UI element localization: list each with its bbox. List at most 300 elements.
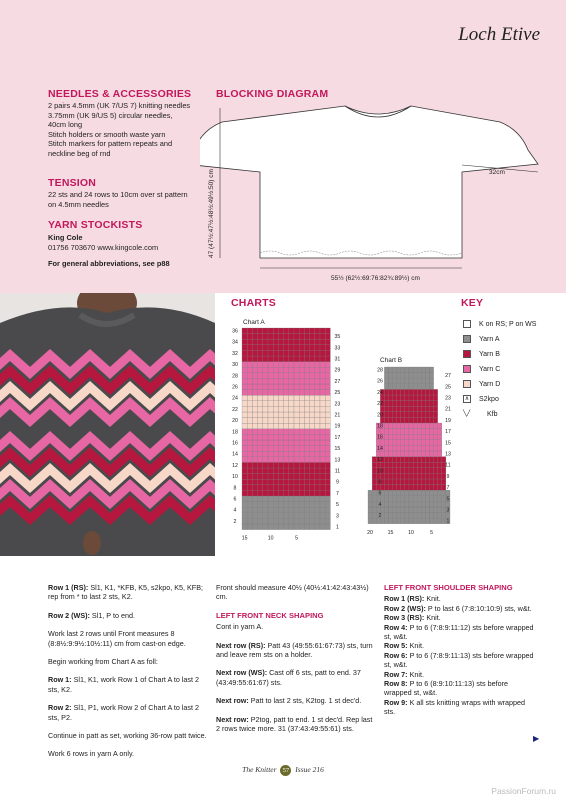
chart-b-cell <box>413 501 417 507</box>
chart-a-cell <box>289 395 294 401</box>
chart-a-cell <box>284 334 289 340</box>
chart-a-cell <box>294 378 299 384</box>
chart-a-cell <box>299 406 304 412</box>
chart-a-cell <box>299 457 304 463</box>
chart-a-cell <box>294 334 299 340</box>
chart-a-cell <box>258 334 263 340</box>
chart-a-cell <box>315 401 320 407</box>
chart-b-cell <box>417 417 421 423</box>
chart-b-cell <box>413 457 417 463</box>
chart-a-cell <box>320 378 325 384</box>
chart-a-cell <box>284 345 289 351</box>
chart-a-cell <box>278 367 283 373</box>
chart-a-cell <box>325 328 330 334</box>
chart-b-cell <box>434 496 438 502</box>
chart-b-cell <box>409 373 413 379</box>
chart-b-cell <box>372 501 376 507</box>
chart-a-cell <box>268 418 273 424</box>
chart-a-cell <box>258 485 263 491</box>
chart-b-cell <box>409 468 413 474</box>
chart-a-cell <box>252 362 257 368</box>
chart-a-cell <box>242 507 247 513</box>
chart-a-cell <box>247 418 252 424</box>
chart-a-cell <box>304 412 309 418</box>
chart-a-cell <box>247 345 252 351</box>
chart-b-cell <box>372 473 376 479</box>
chart-a-cell <box>325 429 330 435</box>
chart-a-cell <box>294 479 299 485</box>
chart-a-cell <box>242 328 247 334</box>
chart-a-cell <box>263 418 268 424</box>
chart-b-cell <box>384 496 388 502</box>
chart-a-cell <box>242 468 247 474</box>
chart-a-cell <box>289 390 294 396</box>
key-item <box>463 380 500 390</box>
chart-a-cell <box>320 434 325 440</box>
chart-a-cell <box>315 378 320 384</box>
chart-a-cell <box>247 367 252 373</box>
chart-a-cell <box>320 457 325 463</box>
chart-b-cell <box>405 451 409 457</box>
chart-a-cell <box>263 462 268 468</box>
chart-b-cell <box>372 507 376 513</box>
chart-a-cell <box>247 395 252 401</box>
chart-a-cell <box>299 440 304 446</box>
chart-b-cell <box>401 479 405 485</box>
chart-a-cell <box>304 474 309 480</box>
chart-a-cell <box>247 356 252 362</box>
chart-a-cell <box>258 502 263 508</box>
chart-b-cell <box>421 434 425 440</box>
key-item <box>463 365 500 375</box>
chart-a-cell <box>268 446 273 452</box>
chart-a-cell <box>325 518 330 524</box>
chart-a-cell <box>268 362 273 368</box>
chart-b-cell <box>409 501 413 507</box>
chart-a-cell <box>310 468 315 474</box>
chart-b-cell <box>405 490 409 496</box>
chart-a-cell <box>268 339 273 345</box>
chart-b-row-label: 27 <box>445 373 451 380</box>
chart-b-cell <box>417 462 421 468</box>
chart-a-cell <box>247 401 252 407</box>
chart-a-cell <box>289 440 294 446</box>
chart-a-cell <box>268 373 273 379</box>
chart-a-cell <box>284 507 289 513</box>
chart-a-cell <box>252 384 257 390</box>
chart-b-cell <box>401 417 405 423</box>
chart-a-cell <box>294 384 299 390</box>
chart-a-cell <box>252 395 257 401</box>
chart-b-cell <box>438 445 442 451</box>
instruction-para: Next row: P2tog, patt to end. 1 st dec'd. Rep last 2 rows twice more. 31 (37:43:49:55:61) sts. <box>216 714 373 734</box>
chart-a-cell <box>242 345 247 351</box>
instruction-para: Row 1: Sl1, K1, work Row 1 of Chart A to last 2 sts, K2. <box>48 675 200 694</box>
chart-a-cell <box>273 518 278 524</box>
key-item <box>463 320 536 330</box>
chart-a-cell <box>273 434 278 440</box>
chart-b-cell <box>384 457 388 463</box>
chart-a-col-label: 5 <box>295 535 299 542</box>
chart-a-cell <box>304 440 309 446</box>
chart-a-cell <box>258 356 263 362</box>
chart-a-cell <box>268 367 273 373</box>
chart-b-cell <box>409 367 413 373</box>
chart-b-cell <box>425 373 429 379</box>
chart-b-cell <box>393 423 397 429</box>
chart-a-cell <box>268 457 273 463</box>
chart-a-cell <box>289 446 294 452</box>
chart-a-cell <box>315 485 320 491</box>
key-item <box>463 335 500 345</box>
chart-a-cell <box>263 390 268 396</box>
chart-a-cell <box>284 479 289 485</box>
chart-a-cell <box>304 496 309 502</box>
key-swatch: ╲╱ <box>463 410 479 418</box>
chart-a-cell <box>325 406 330 412</box>
chart-a-cell <box>268 412 273 418</box>
chart-b-cell <box>434 513 438 519</box>
chart-b-cell <box>421 457 425 463</box>
chart-a-cell <box>320 513 325 519</box>
chart-a-cell <box>284 513 289 519</box>
chart-a-cell <box>315 345 320 351</box>
chart-b-cell <box>425 412 429 418</box>
chart-a-cell <box>294 496 299 502</box>
chart-b-cell <box>409 457 413 463</box>
chart-b-row-label: 3 <box>446 507 450 514</box>
instruction-row-label: Row 5: <box>384 641 410 651</box>
chart-a-cell <box>242 524 247 530</box>
chart-b-cell <box>384 378 388 384</box>
chart-b-cell <box>397 479 401 485</box>
chart-b-cell <box>405 473 409 479</box>
chart-b-cell <box>405 518 409 524</box>
chart-a-cell <box>304 457 309 463</box>
chart-a-cell <box>273 502 278 508</box>
chart-a-cell <box>252 462 257 468</box>
chart-b-cell <box>397 429 401 435</box>
chart-b-cell <box>401 518 405 524</box>
chart-a-row-label: 24 <box>232 395 238 402</box>
chart-b-cell <box>430 434 434 440</box>
chart-b-cell <box>434 429 438 435</box>
instruction-para: Row 1 (RS): Sl1, K1, *KFB, K5, s2kpo, K5, KFB; rep from * to last 2 sts, K2. <box>48 583 203 602</box>
chart-a-cell <box>268 384 273 390</box>
chart-a-cell <box>310 474 315 480</box>
chart-a-cell <box>268 345 273 351</box>
chart-b-cell <box>434 401 438 407</box>
chart-a-cell <box>273 468 278 474</box>
chart-b-cell <box>434 518 438 524</box>
chart-a-cell <box>258 474 263 480</box>
chart-a-cell <box>294 362 299 368</box>
chart-a-cell <box>284 518 289 524</box>
chart-a-cell <box>289 502 294 508</box>
chart-b-cell <box>384 384 388 390</box>
chart-b-cell <box>384 468 388 474</box>
chart-a-cell <box>258 378 263 384</box>
chart-a-cell <box>268 479 273 485</box>
chart-a-cell <box>284 451 289 457</box>
instruction-para: Next row (RS): Patt 43 (49:55:61:67:73) sts, turn and leave rem sts on a holder. <box>216 640 373 660</box>
width-measurement: 55½ (62½:69:76:82¾:89½) cm <box>331 275 420 282</box>
chart-b-cell <box>384 429 388 435</box>
chart-a-cell <box>284 412 289 418</box>
chart-a-cell <box>263 440 268 446</box>
sweater-illustration <box>0 293 215 556</box>
chart-b-cell <box>413 412 417 418</box>
chart-a-cell <box>289 485 294 491</box>
chart-a-cell <box>299 490 304 496</box>
chart-a-cell <box>325 367 330 373</box>
chart-a-cell <box>304 356 309 362</box>
chart-b-cell <box>372 496 376 502</box>
chart-b-cell <box>397 378 401 384</box>
chart-a-cell <box>294 350 299 356</box>
chart-b-cell <box>413 468 417 474</box>
chart-a-cell <box>258 373 263 379</box>
chart-a-cell <box>258 412 263 418</box>
chart-a-cell <box>252 339 257 345</box>
chart-b-cell <box>397 457 401 463</box>
instruction-row: Row 1 (RS): Knit. <box>384 594 441 604</box>
chart-b-cell <box>389 401 393 407</box>
chart-a-cell <box>278 345 283 351</box>
chart-a-cell <box>268 395 273 401</box>
chart-b-cell <box>409 395 413 401</box>
chart-a-cell <box>320 451 325 457</box>
chart-a-cell <box>310 423 315 429</box>
chart-b-cell <box>438 451 442 457</box>
chart-b-cell <box>409 507 413 513</box>
chart-b-cell <box>430 518 434 524</box>
instruction-row: Row 5: Knit. <box>384 641 424 651</box>
chart-b-row-label: 5 <box>446 496 450 503</box>
chart-a-cell <box>310 395 315 401</box>
chart-a-cell <box>304 345 309 351</box>
chart-a-cell <box>304 479 309 485</box>
chart-a-row-label: 34 <box>232 339 238 346</box>
chart-a-cell <box>252 423 257 429</box>
chart-a-cell <box>258 434 263 440</box>
chart-a-cell <box>263 406 268 412</box>
chart-a-row-label: 25 <box>334 390 341 397</box>
chart-a-cell <box>263 451 268 457</box>
chart-b-cell <box>389 496 393 502</box>
chart-a-cell <box>325 468 330 474</box>
chart-b-cell <box>413 473 417 479</box>
tension-heading: TENSION <box>48 177 97 189</box>
chart-a-cell <box>242 451 247 457</box>
chart-b-cell <box>417 389 421 395</box>
chart-a-cell <box>325 339 330 345</box>
chart-a-cell <box>268 513 273 519</box>
chart-a-cell <box>278 334 283 340</box>
chart-a-cell <box>304 339 309 345</box>
continue-arrow-icon: ▶ <box>533 734 540 743</box>
chart-b-row-label: 7 <box>446 485 450 492</box>
chart-a-row-label: 3 <box>335 513 339 520</box>
chart-b-cell <box>409 389 413 395</box>
chart-a-cell <box>304 423 309 429</box>
chart-a-cell <box>294 474 299 480</box>
chart-a-cell <box>278 485 283 491</box>
chart-a-row-label: 22 <box>232 406 238 413</box>
chart-a-cell <box>304 507 309 513</box>
chart-a-cell <box>299 429 304 435</box>
chart-a-cell <box>242 418 247 424</box>
chart-b-cell <box>421 429 425 435</box>
chart-b-row-label: 2 <box>378 513 382 520</box>
chart-a-cell <box>325 479 330 485</box>
chart-b-cell <box>417 496 421 502</box>
chart-a-cell <box>247 518 252 524</box>
chart-b-cell <box>397 384 401 390</box>
chart-b-cell <box>405 401 409 407</box>
chart-a-cell <box>258 507 263 513</box>
chart-a-cell <box>310 462 315 468</box>
chart-b-cell <box>401 507 405 513</box>
chart-b-cell <box>434 389 438 395</box>
chart-a-cell <box>268 350 273 356</box>
chart-a-cell <box>258 423 263 429</box>
chart-b-cell <box>393 451 397 457</box>
chart-a-cell <box>273 485 278 491</box>
chart-a-cell <box>278 378 283 384</box>
chart-b-cell <box>409 412 413 418</box>
chart-b-cell <box>421 401 425 407</box>
chart-a-cell <box>278 474 283 480</box>
chart-b-cell <box>368 496 372 502</box>
chart-b-cell <box>397 440 401 446</box>
chart-b-cell <box>372 518 376 524</box>
chart-a-cell <box>325 462 330 468</box>
chart-a-cell <box>315 390 320 396</box>
key-item <box>463 410 498 420</box>
chart-a-row-label: 33 <box>334 345 341 352</box>
chart-b-cell <box>409 518 413 524</box>
chart-b-cell <box>397 468 401 474</box>
chart-a-cell <box>263 334 268 340</box>
chart-a-cell <box>242 339 247 345</box>
chart-a-cell <box>299 468 304 474</box>
chart-a-cell <box>278 429 283 435</box>
chart-a-cell <box>273 496 278 502</box>
chart-a-cell <box>304 395 309 401</box>
chart-a-cell <box>273 345 278 351</box>
chart-b-cell <box>393 457 397 463</box>
chart-a-cell <box>252 373 257 379</box>
chart-a-cell <box>299 496 304 502</box>
chart-a-cell <box>242 395 247 401</box>
chart-a-cell <box>278 462 283 468</box>
chart-a-cell <box>242 350 247 356</box>
chart-b-cell <box>413 417 417 423</box>
chart-b-cell <box>401 473 405 479</box>
chart-b-cell <box>417 518 421 524</box>
chart-a-cell <box>294 395 299 401</box>
chart-b-cell <box>389 518 393 524</box>
sleeve-measurement: 32cm <box>489 169 505 176</box>
chart-a-cell <box>273 395 278 401</box>
needles-line: 2 pairs 4.5mm (UK 7/US 7) knitting needles <box>48 101 191 110</box>
chart-b-cell <box>401 440 405 446</box>
chart-b-cell <box>425 429 429 435</box>
needles-line: neckline beg of rnd <box>48 148 111 158</box>
instruction-para: Work 6 rows in yarn A only. <box>48 749 135 759</box>
chart-b-cell <box>384 501 388 507</box>
chart-b-cell <box>389 490 393 496</box>
chart-a-cell <box>268 496 273 502</box>
page-title: Loch Etive <box>458 24 540 45</box>
chart-a-cell <box>294 485 299 491</box>
chart-a-cell <box>325 362 330 368</box>
chart-a-cell <box>294 339 299 345</box>
chart-b-cell <box>421 378 425 384</box>
chart-a-cell <box>268 429 273 435</box>
chart-b-cell <box>389 434 393 440</box>
chart-a-cell <box>273 401 278 407</box>
chart-b-cell <box>434 395 438 401</box>
chart-a-cell <box>325 373 330 379</box>
chart-b-cell <box>413 395 417 401</box>
chart-a-cell <box>247 384 252 390</box>
chart-a-cell <box>242 384 247 390</box>
chart-a-cell <box>247 468 252 474</box>
chart-a-cell <box>320 362 325 368</box>
instruction-para-label: Next row (WS): <box>216 668 270 678</box>
chart-a-cell <box>247 339 252 345</box>
chart-b-cell <box>384 434 388 440</box>
chart-b-cell <box>409 434 413 440</box>
chart-b-cell <box>397 412 401 418</box>
chart-a-cell <box>263 401 268 407</box>
chart-a-cell <box>320 446 325 452</box>
chart-b-cell <box>409 378 413 384</box>
chart-b-cell <box>389 412 393 418</box>
chart-a-cell <box>320 440 325 446</box>
chart-b-cell <box>393 412 397 418</box>
chart-a-cell <box>284 468 289 474</box>
chart-a-row-label: 15 <box>334 446 341 453</box>
chart-a-cell <box>252 345 257 351</box>
chart-a-cell <box>304 401 309 407</box>
chart-a-cell <box>273 384 278 390</box>
key-label: Yarn B <box>479 351 500 358</box>
chart-a-cell <box>294 518 299 524</box>
chart-b-cell <box>409 445 413 451</box>
chart-b-cell <box>425 490 429 496</box>
chart-b-cell <box>401 367 405 373</box>
chart-a-cell <box>310 457 315 463</box>
chart-b-cell <box>417 507 421 513</box>
instruction-para: Front should measure 40½ (40½:41:42:43:43½) cm. <box>216 583 369 602</box>
chart-b-cell <box>434 445 438 451</box>
chart-a-cell <box>273 362 278 368</box>
chart-b-cell <box>417 473 421 479</box>
chart-a-cell <box>268 401 273 407</box>
chart-b-row-label: 13 <box>445 451 451 458</box>
instruction-para: Begin working from Chart A as foll: <box>48 657 158 667</box>
chart-b-cell <box>442 479 446 485</box>
chart-a-cell <box>247 362 252 368</box>
chart-a-cell <box>310 390 315 396</box>
page-number: 57 <box>280 765 291 776</box>
chart-a-cell <box>247 406 252 412</box>
chart-b-cell <box>430 501 434 507</box>
chart-a-cell <box>252 507 257 513</box>
